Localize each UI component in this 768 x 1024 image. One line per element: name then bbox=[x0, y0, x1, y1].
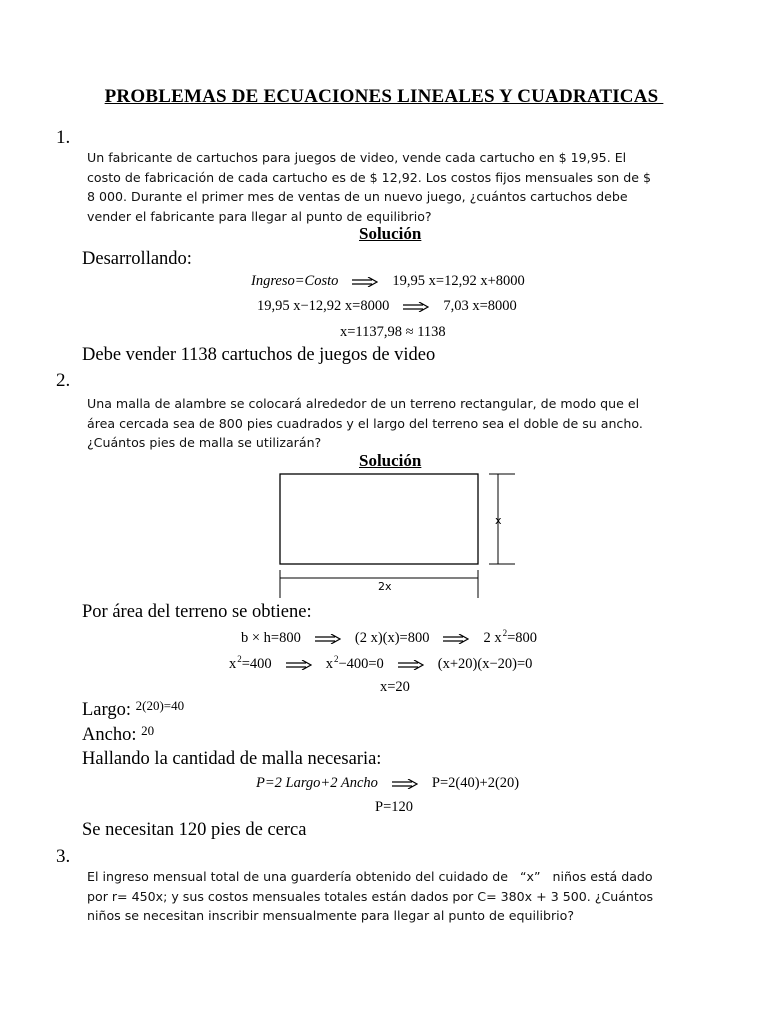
eq-part-2: x bbox=[325, 656, 333, 672]
problem-2-solution-heading: Solución bbox=[359, 451, 422, 470]
eq-part-3-rest: =800 bbox=[507, 630, 538, 646]
problem-1-equation-3: x=1137,98 ≈ 1138 bbox=[340, 324, 446, 340]
eq-left: Ingreso=Costo bbox=[251, 273, 339, 289]
problem-3-statement: El ingreso mensual total de una guardería obtenido del cuidado de “x” niños está dado por r= 450x; y sus costos mensuales totales están dados por C= 380x + 3 500. ¿Cuántos niños se necesitan inscribir mensualmente para llegar al punto de equilibrio? bbox=[87, 869, 658, 923]
problem-2-statement: Una malla de alambre se colocará alrededor de un terreno rectangular, de modo que el área cercada sea de 800 pies cuadrados y el largo del terreno sea el doble de su ancho. ¿Cuántos pies de malla se utilizarán? bbox=[87, 396, 643, 450]
length-result bbox=[82, 700, 184, 721]
eq-part-2: (2 x)(x)=800 bbox=[354, 630, 430, 646]
eq-part-1: b × h=800 bbox=[241, 630, 301, 646]
length-result-label: Largo: bbox=[82, 700, 131, 720]
eq-left: 19,95 x−12,92 x=8000 bbox=[257, 298, 390, 314]
mesh-amount-heading: Hallando la cantidad de malla necesaria: bbox=[82, 749, 382, 769]
page-title: PROBLEMAS DE ECUACIONES LINEALES Y CUADRATICAS bbox=[104, 86, 664, 107]
problem-2-number: 2. bbox=[56, 370, 71, 391]
problem-2-equation-4 bbox=[256, 775, 519, 792]
implies-arrow-icon bbox=[286, 660, 312, 670]
exponent: 2 bbox=[237, 654, 242, 664]
eq-right: P=2(40)+2(20) bbox=[431, 775, 520, 791]
terrain-diagram bbox=[270, 468, 520, 600]
problem-1-equation-2 bbox=[257, 298, 517, 315]
problem-1-statement: Un fabricante de cartuchos para juegos de video, vende cada cartucho en $ 19,95. El costo de fabricación de cada cartucho es de $ 12,92. Los costos fijos mensuales son de $ 8 000. Durante el primer mes de ventas de un nuevo juego, ¿cuántos cartuchos debe vender el fabricante para llegar al punto de equilibrio? bbox=[87, 150, 651, 224]
eq-part-1-rest: =400 bbox=[241, 656, 272, 672]
width-result bbox=[82, 725, 154, 746]
problem-2-equation-2 bbox=[229, 654, 532, 673]
implies-arrow-icon bbox=[392, 779, 418, 789]
exponent: 2 bbox=[333, 654, 339, 664]
problem-2-equation-1 bbox=[241, 628, 537, 647]
problem-2-answer: Se necesitan 120 pies de cerca bbox=[82, 820, 307, 840]
eq-part-2-rest: −400=0 bbox=[338, 656, 384, 672]
problem-2-equation-3: x=20 bbox=[380, 679, 410, 695]
implies-arrow-icon bbox=[315, 634, 341, 644]
eq-part-1: x bbox=[229, 656, 237, 672]
terrain-rectangle bbox=[280, 474, 478, 564]
width-result-label: Ancho: bbox=[82, 725, 137, 745]
length-label: 2x bbox=[378, 580, 392, 593]
problem-1-equation-1 bbox=[251, 273, 525, 290]
eq-part-3: 2 x bbox=[483, 630, 502, 646]
length-result-value: 2(20)=40 bbox=[135, 698, 185, 713]
eq-left: P=2 Largo+2 Ancho bbox=[256, 775, 378, 791]
eq-right: 7,03 x=8000 bbox=[443, 298, 517, 314]
problem-3-number: 3. bbox=[56, 846, 71, 867]
implies-arrow-icon bbox=[403, 302, 429, 312]
problem-1-answer: Debe vender 1138 cartuchos de juegos de video bbox=[82, 345, 436, 365]
eq-part-3: (x+20)(x−20)=0 bbox=[437, 656, 533, 672]
area-heading: Por área del terreno se obtiene: bbox=[82, 602, 312, 622]
width-result-value: 20 bbox=[141, 723, 155, 738]
implies-arrow-icon bbox=[443, 634, 469, 644]
problem-1-developing-label: Desarrollando: bbox=[82, 249, 192, 269]
implies-arrow-icon bbox=[398, 660, 424, 670]
width-label: x bbox=[495, 514, 502, 527]
problem-1-solution-heading: Solución bbox=[359, 224, 422, 243]
implies-arrow-icon bbox=[352, 277, 378, 287]
problem-2-equation-5: P=120 bbox=[375, 799, 413, 815]
eq-right: 19,95 x=12,92 x+8000 bbox=[392, 273, 525, 289]
problem-1-number: 1. bbox=[56, 127, 71, 148]
exponent: 2 bbox=[502, 628, 508, 638]
